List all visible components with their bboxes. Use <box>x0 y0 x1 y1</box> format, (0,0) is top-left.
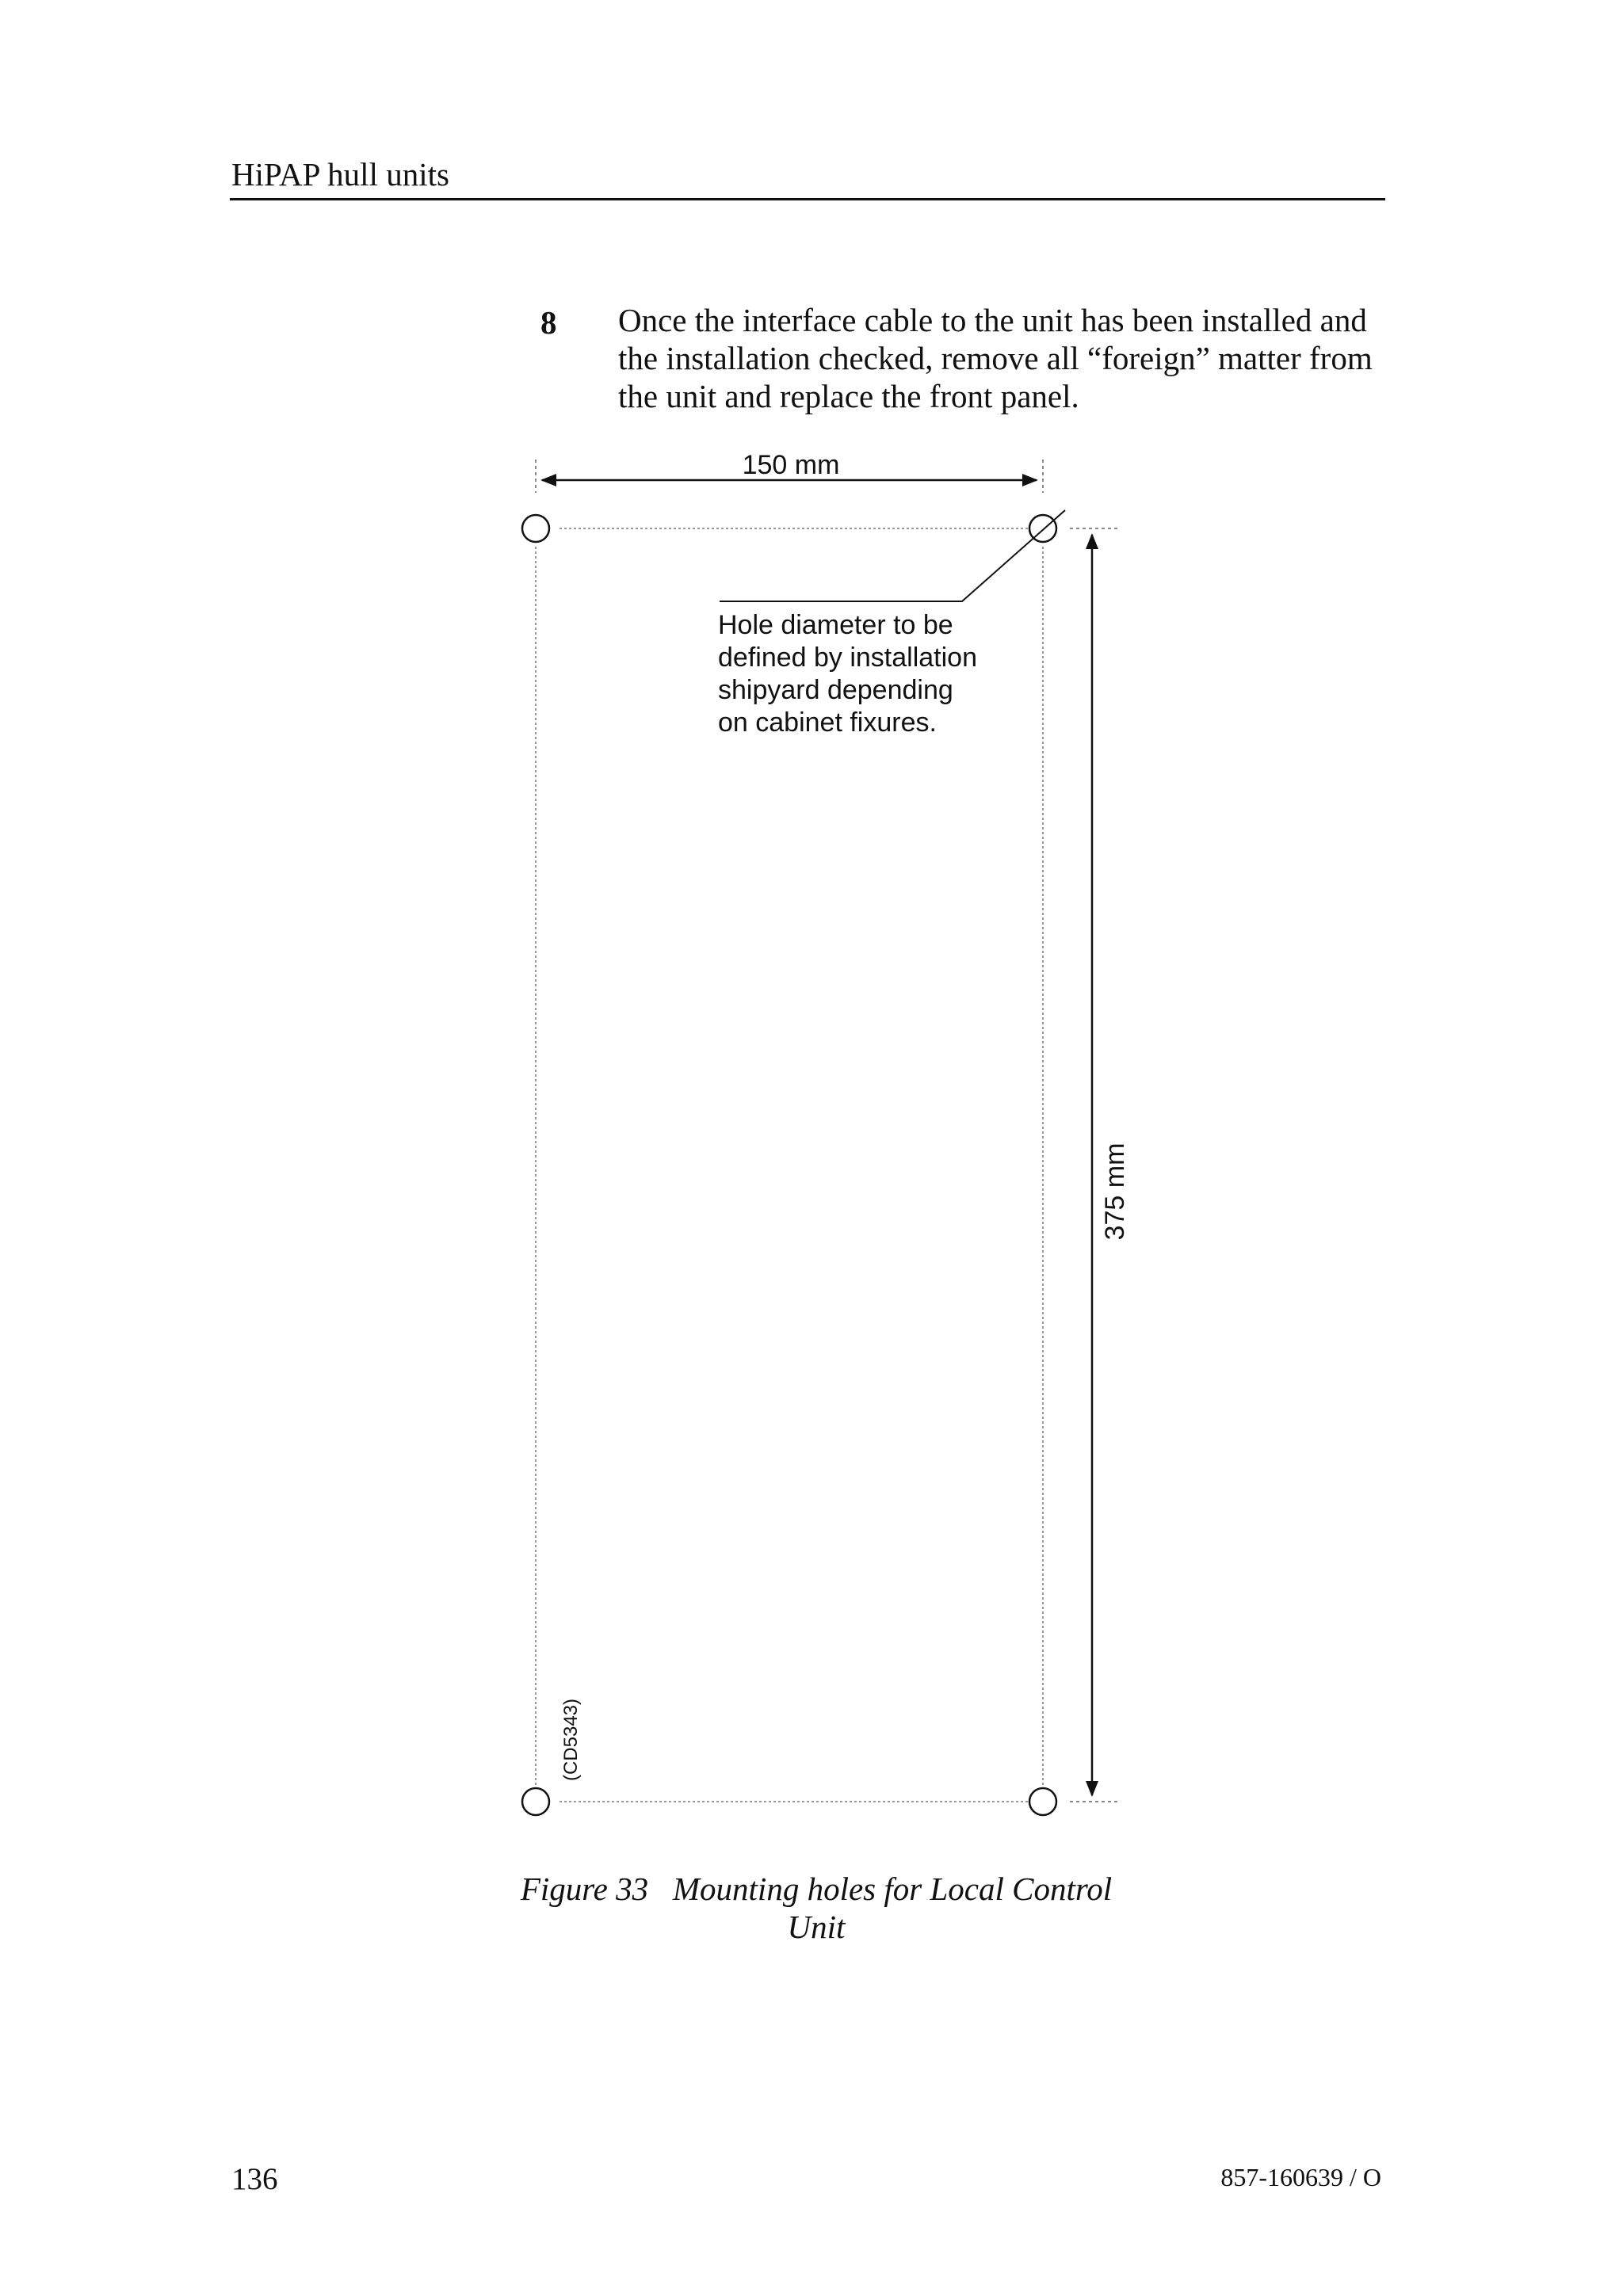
hole-diameter-note <box>718 610 977 738</box>
note-line: defined by installation <box>718 643 978 673</box>
caption-line: Figure 33 Mounting holes for Local Control <box>520 1871 1113 1907</box>
step-text-line: Once the interface cable to the unit has been installed and <box>618 302 1367 338</box>
note-leader-line <box>720 510 1065 601</box>
document-number: 857-160639 / O <box>1220 2163 1381 2191</box>
mounting-hole-bottom-left <box>522 1788 549 1815</box>
note-line: shipyard depending <box>718 675 953 705</box>
step-number: 8 <box>540 304 557 341</box>
note-line: Hole diameter to be <box>718 610 953 640</box>
note-line: on cabinet fixures. <box>718 707 937 738</box>
mounting-hole-bottom-right <box>1029 1788 1056 1815</box>
step-text-line: the installation checked, remove all “foreign” matter from <box>618 340 1373 376</box>
running-header: HiPAP hull units <box>231 156 449 193</box>
drawing-id: (CD5343) <box>560 1698 582 1782</box>
step-text-line: the unit and replace the front panel. <box>618 378 1079 414</box>
height-label: 375 mm <box>1100 1142 1130 1241</box>
mounting-hole-top-left <box>522 515 549 542</box>
width-label: 150 mm <box>742 450 840 480</box>
figure-caption <box>507 1870 1125 1946</box>
caption-line: Unit <box>787 1909 846 1945</box>
page-number: 136 <box>231 2162 278 2196</box>
